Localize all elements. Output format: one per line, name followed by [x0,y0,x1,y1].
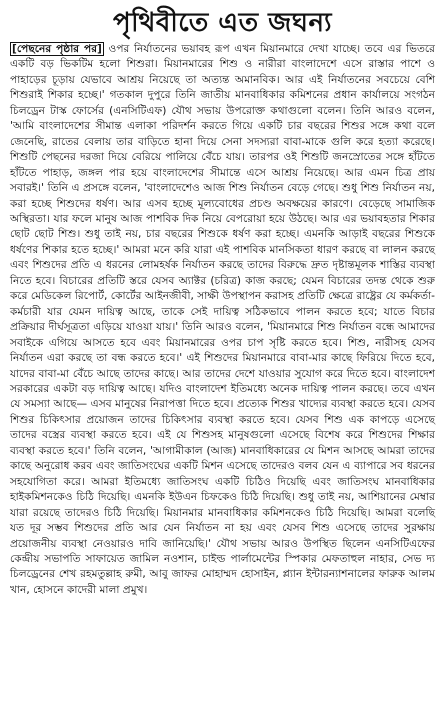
continued-from-page-tag: [পেছনের পৃষ্ঠার পর] [12,43,102,55]
article-headline: পৃথিবীতে এত জঘন্য [112,8,333,38]
article-body [10,42,435,598]
article-paragraph: ওপর নির্যাতনের ভয়াবহ রূপ এখন মিয়ানমারে দেখা যাচ্ছে। তবে এর ভিতরে একটি বড় ভিকটিম হলো শিশুরা। মিয়ানমারের শিশু ও নারীরা বাংলাদেশে এসে রাস্তার পাশে ও পাহাড়ের চূড়ায় যেভাবে আশ্রয় নিয়েছে তা অত্যন্ত অমানবিক। আর এই নির্যাতনের সবচেয়ে বেশি শিশুরাই শিকার হচ্ছে।' গতকাল দুপুরে তিনি জাতীয় মানবাধিকার কমিশনের প্রধান কার্যালয়ে সংগঠন চিলড্রেন টাস্ক ফোর্সের (এনসিটিএফ) যৌথ সভায় উপরোক্ত কথাগুলো বলেন। তিনি আরও বলেন, 'আমি বাংলাদেশের সীমান্ত এলাকা পরিদর্শন করতে গিয়ে একটি চার বছরের শিশুর সঙ্গে কথা বলে জেনেছি, রাতের বেলায় তার বাড়িতে হানা দিয়ে সেনা সদস্যরা বাবা-মাকে গুলি করে হত্যা করেছে। শিশুটি পেছনের দরজা দিয়ে বেরিয়ে পালিয়ে বেঁচে যায়। তারপর ওই শিশুটি জনস্রোতের সঙ্গে হাঁটতে হাঁটতে পাহাড়, জঙ্গল পার হয়ে বাংলাদেশের সীমান্তে এসে আশ্রয় নিয়েছে। আর এমন চিত্র প্রায় সবারই।' তিনি এ প্রসঙ্গে বলেন, 'বাংলাদেশেও আজ শিশু নির্যাতন বেড়ে গেছে। শুধু শিশু নির্যাতন নয়, করা হচ্ছে শিশুদের ধর্ষণ। আর এসব হচ্ছে মূল্যবোধের প্রচণ্ড অবক্ষয়ের কারণে। বেড়েছে সামাজিক অস্থিরতা। যার ফলে মানুষ আজ পাশবিক দিক নিয়ে বেপরোয়া হয়ে উঠছে। আর এর ভয়াবহতার শিকার ছোট ছোট শিশু। শুধু তাই নয়, চার বছরের শিশুকে ধর্ষণ করা হচ্ছে। এমনকি আড়াই বছরের শিশুকে ধর্ষণের শিকার হতে হচ্ছে।' আমরা মনে করি যারা এই পাশবিক মানসিকতা ধারণ করছে বা লালন করছে এবং শিশুদের প্রতি এ ধরনের লোমহর্ষক নির্যাতন করছে তাদের বিরুদ্ধে দ্রুত দৃষ্টান্তমূলক শাস্তির ব্যবস্থা নিতে হবে। বিচারের প্রতিটি স্তরে যেসব অ্যাক্টর (চরিত্র) কাজ করছে; যেমন বিচারের তদন্ত থেকে শুরু করে মেডিকেল রিপোর্ট, কোর্টের আইনজীবী, সাক্ষী উপস্থাপন করাসহ প্রতিটি ক্ষেত্রে রাষ্ট্রের যে কর্মকর্তা-কর্মচারী যার যেমন দায়িত্ব আছে, তাকে সেই দায়িত্ব সঠিকভাবে পালন করতে হবে; যাতে বিচার প্রক্রিয়ার দীর্ঘসূত্রতা এড়িয়ে যাওয়া যায়।' তিনি আরও বলেন, 'মিয়ানমারে শিশু নির্যাতন বন্ধে আমাদের সবাইকে এগিয়ে আসতে হবে এবং মিয়ানমারের ওপর চাপ সৃষ্টি করতে হবে। শিশু, নারীসহ যেসব নির্যাতন এরা করছে তা বন্ধ করতে হবে।' এই শিশুদের মিয়ানমারে বাবা-মার কাছে ফিরিয়ে দিতে হবে, যাদের বাবা-মা বেঁচে আছে তাদের কাছে। আর তাদের দেশে যাওয়ার সুযোগ করে দিতে হবে। বাংলাদেশ সরকারের একটা বড় দায়িত্ব আছে। যদিও বাংলাদেশ ইতিমধ্যে অনেক দায়িত্ব পালন করছে। তবে এখন যে সমস্যা আছে— এসব মানুষের নিরাপত্তা দিতে হবে। প্রত্যেক শিশুর খাদ্যের ব্যবস্থা করতে হবে। যেসব শিশুর চিকিৎসার প্রয়োজন তাদের চিকিৎসার ব্যবস্থা করতে হবে। যেসব শিশু এক কাপড়ে এসেছে তাদের বস্ত্রের ব্যবস্থা করতে হবে। এই যে শিশুসহ মানুষগুলো এসেছে বিশেষ করে শিশুদের শিক্ষার ব্যবস্থা করতে হবে।' তিনি বলেন, 'আগামীকাল (আজ) মানবাধিকারের যে মিশন আসছে আমরা তাদের কাছে অনুরোধ করব এবং জাতিসংঘের একটি মিশন এসেছে তাদেরও বলব যেন এ ব্যাপারে সব ধরনের সহযোগিতা করে। আমরা ইতিমধ্যে জাতিসংঘ একটি চিঠিও দিয়েছি এবং জাতিসংঘ মানবাধিকার হাইকমিশনকেও চিঠি দিয়েছি। এমনকি ইউএন চিফকেও চিঠি দিয়েছি। শুধু তাই নয়, আশিয়ানের মেম্বার যারা রয়েছে তাদেরও চিঠি দিয়েছি। মিয়ানমার মানবাধিকার কমিশনকেও চিঠি দিয়েছি। আমরা বলেছি যত দূর সম্ভব শিশুদের প্রতি আর যেন নির্যাতন না হয় এবং যেসব শিশু এসেছে তাদের সুরক্ষায় প্রয়োজনীয় ব্যবস্থা নেওয়ারও দাবি জানিয়েছি।' যৌথ সভায় আরও উপস্থিত ছিলেন এনসিটিএফের কেন্দ্রীয় সভাপতি সাফায়েত জামিল নওশান, চাইল্ড পার্লামেন্টের স্পিকার মেফতাহুল নাহার, সেভ দ্য চিলড্রেনের শেখ রহমতুল্লাহ রুমী, আবু জাফর মোহাম্মদ হোসাইন, প্ল্যান ইন্টারন্যাশনালের ফারুক আলম খান, হোসনে কাদেরী মালা প্রমুখ। [10,43,435,596]
